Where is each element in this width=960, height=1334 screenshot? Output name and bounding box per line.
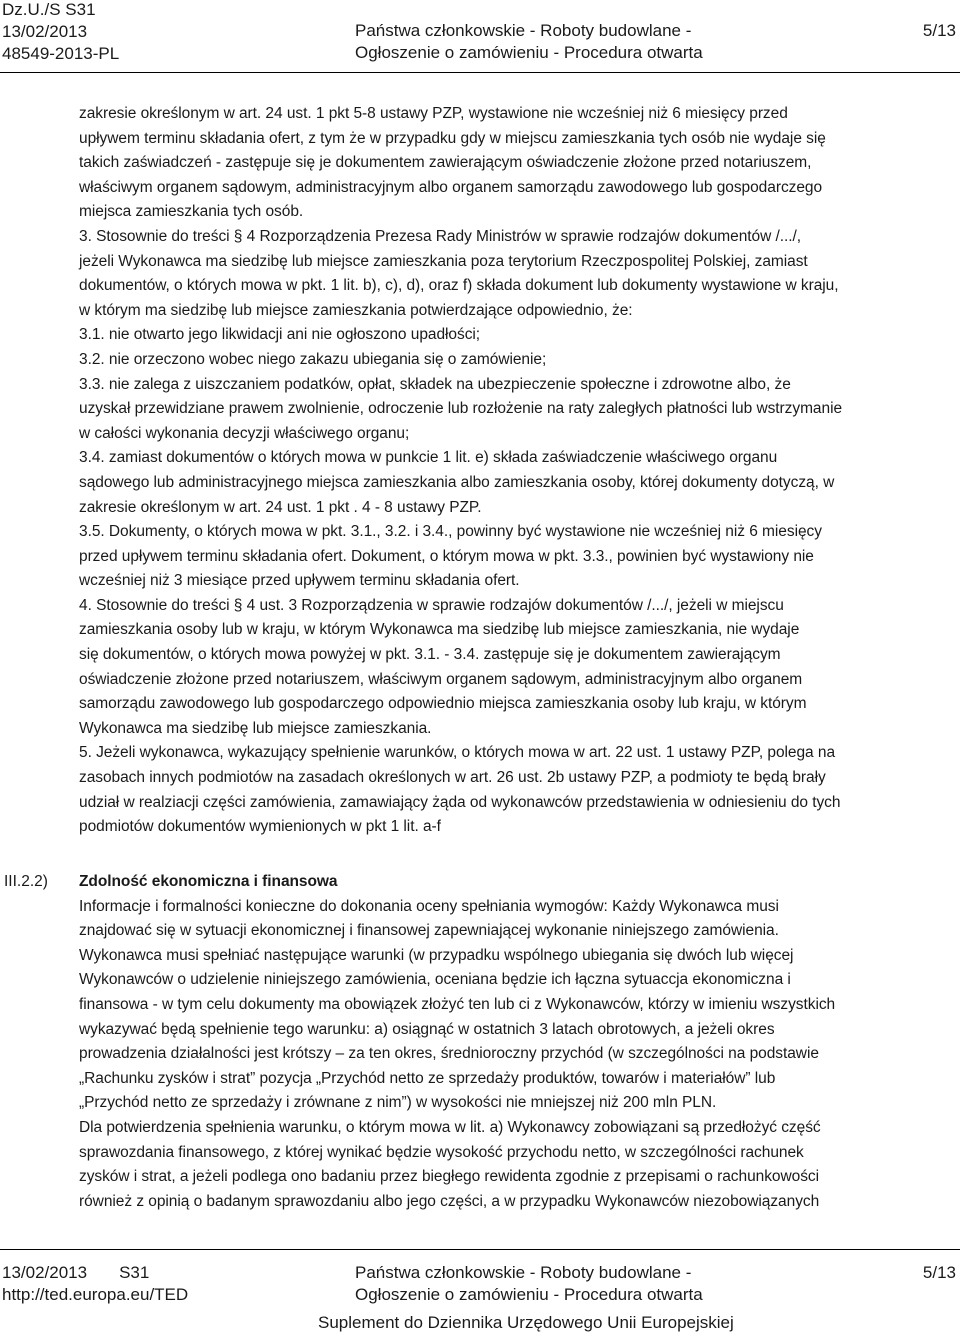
text-line: właściwym organem sądowym, administracyjnym albo organem samorządu zawodowego lub gospodarczego <box>79 178 823 196</box>
text-line: udział w realziacji części zamówienia, zamawiający żąda od wykonawców przedstawienia w odniesieniu do tych <box>79 793 841 811</box>
document-id: 48549-2013-PL <box>2 44 120 63</box>
text-line: podmiotów dokumentów wymienionych w pkt 1 lit. a-f <box>79 818 441 836</box>
section-heading: Zdolność ekonomiczna i finansowa <box>79 873 338 890</box>
text-line: „Przychód netto ze sprzedaży i zrównane z nim”) w wysokości nie mniejszej niż 200 mln PLN. <box>79 1094 717 1112</box>
text-line: jeżeli Wykonawca ma siedzibę lub miejsce zamieszkania poza terytorium Rzeczpospolitej Polskiej, zamiast <box>79 252 808 270</box>
text-line: 3.3. nie zalega z uiszczaniem podatków, opłat, składek na ubezpieczenie społeczne i zdrowotne albo, że <box>79 375 791 393</box>
text-line: przed upływem terminu składania ofert. Dokument, o którym mowa w pkt. 3.3., powinien być wystawiony nie <box>79 547 814 565</box>
publication-date: 13/02/2013 <box>2 22 88 41</box>
journal-reference: Dz.U./S S31 <box>2 0 96 19</box>
text-line: zamieszkania osoby lub w kraju, w którym Wykonawca ma siedzibę lub miejsce zamieszkania, nie wydaje <box>79 621 800 639</box>
page-footer <box>0 1262 960 1334</box>
footer-date: 13/02/2013 <box>2 1263 88 1282</box>
footer-page-number: 5/13 <box>922 1263 956 1282</box>
section-continuation-text <box>79 102 959 840</box>
text-line: oświadczenie złożone przed notariuszem, właściwym organem sądowym, administracyjnym albo organem <box>79 670 803 688</box>
text-line: 3.1. nie otwarto jego likwidacji ani nie ogłoszono upadłości; <box>79 326 481 344</box>
text-line: 5. Jeżeli wykonawca, wykazujący spełnienie warunków, o których mowa w art. 22 ust. 1 ustawy PZP, polega na <box>79 744 836 762</box>
footer-url[interactable]: http://ted.europa.eu/TED <box>2 1285 189 1304</box>
text-line: Dla potwierdzenia spełnienia warunku, o którym mowa w lit. a) Wykonawcy zobowiązani są przedłożyć część <box>79 1118 821 1136</box>
text-line: w którym ma siedzibę lub miejsce zamieszkania potwierdzające odpowiednio, że: <box>79 301 633 319</box>
footer-title <box>355 1262 703 1306</box>
text-line: Informacje i formalności konieczne do dokonania oceny spełniania wymogów: Każdy Wykonawca musi <box>79 897 779 915</box>
text-line: znajdować się w sytuacji ekonomicznej i finansowej zapewniającej wykonanie niniejszego zamówienia. <box>79 922 779 940</box>
text-line: prowadzenia działalności jest krótszy – za ten okres, średnioroczny przychód (w szczególności na podstawie <box>79 1045 819 1063</box>
footer-title-line1: Państwa członkowskie - Roboty budowlane - <box>355 1263 692 1282</box>
header-left <box>2 0 119 65</box>
text-line: 3. Stosownie do treści § 4 Rozporządzenia Prezesa Rady Ministrów w sprawie rodzajów dokumentów /.../, <box>79 227 802 245</box>
footer-title-line2: Ogłoszenie o zamówieniu - Procedura otwarta <box>355 1285 703 1304</box>
text-line: upływem terminu składania ofert, z tym że w przypadku gdy w miejscu zamieszkania tych osób nie wydaje się <box>79 129 826 147</box>
page-number: 5/13 <box>922 21 956 40</box>
text-line: w całości wykonania decyzji właściwego organu; <box>79 424 410 442</box>
footer-supplement: Suplement do Dziennika Urzędowego Unii Europejskiej <box>318 1313 734 1332</box>
text-line: sądowego lub administracyjnego miejsca zamieszkania albo zamieszkania osoby, której dokumenty dotyczą, w <box>79 473 835 491</box>
section-economic-capacity-text <box>79 895 959 1215</box>
text-line: zakresie określonym w art. 24 ust. 1 pkt . 4 - 8 ustawy PZP. <box>79 498 482 516</box>
footer-left <box>2 1262 188 1306</box>
text-line: sprawozdania finansowego, z której wynikać będzie wysokość przychodu netto, w szczególności rachunek <box>79 1143 804 1161</box>
text-line: takich zaświadczeń - zastępuje się je dokumentem zawierającym oświadczenie złożone przed notariuszem, <box>79 154 812 172</box>
document-body <box>0 102 960 840</box>
text-line: 3.2. nie orzeczono wobec niego zakazu ubiegania się o zamówienie; <box>79 350 547 368</box>
text-line: się dokumentów, o których mowa powyżej w pkt. 3.1. - 3.4. zastępuje się je dokumentem zawierającym <box>79 646 781 664</box>
footer-divider <box>0 1249 960 1250</box>
text-line: Wykonawców o udzielenie niniejszego zamówienia, oceniana będzie ich łączna sytuaccja ekonomiczna i <box>79 971 791 989</box>
section-economic-capacity-body <box>79 870 959 1214</box>
text-line: miejsca zamieszkania tych osób. <box>79 203 304 221</box>
header-divider <box>0 72 960 73</box>
text-line: 4. Stosownie do treści § 4 ust. 3 Rozporządzenia w sprawie rodzajów dokumentów /.../, jeżeli w miejscu <box>79 596 784 614</box>
section-code: III.2.2) <box>4 873 48 890</box>
text-line: finansowa - w tym celu dokumenty ma obowiązek złożyć ten lub ci z Wykonawców, którzy w imieniu wszystkich <box>79 995 836 1013</box>
section-economic-capacity <box>0 870 960 1214</box>
footer-oj-number: S31 <box>119 1263 150 1282</box>
text-line: Wykonawca musi spełniać następujące warunki (w przypadku wspólnego ubiegania się dwóch lub więcej <box>79 946 794 964</box>
text-line: zasobach innych podmiotów na zasadach określonych w art. 26 ust. 2b ustawy PZP, a podmioty te będą brały <box>79 769 826 787</box>
header-title-line2: Ogłoszenie o zamówieniu - Procedura otwarta <box>355 43 703 62</box>
text-line: samorządu zawodowego lub gospodarczego odpowiednio miejsca zamieszkania osoby lub kraju, w którym <box>79 695 807 713</box>
text-line: zysków i strat, a jeżeli podlega ono badaniu przez biegłego rewidenta zgodnie z przepisami o rachunkowości <box>79 1168 819 1186</box>
text-line: również z opinią o badanym sprawozdaniu albo jego części, a w przypadku Wykonawców niezobowiązanych <box>79 1192 820 1210</box>
section-continuation <box>0 102 960 840</box>
header-title-line1: Państwa członkowskie - Roboty budowlane - <box>355 21 692 40</box>
header-title <box>355 20 715 64</box>
text-line: zakresie określonym w art. 24 ust. 1 pkt 5-8 ustawy PZP, wystawione nie wcześniej niż 6 miesięcy przed <box>79 105 788 122</box>
text-line: uzyskał przewidziane prawem zwolnienie, odroczenie lub rozłożenie na raty zaległych płatności lub wstrzymanie <box>79 400 843 418</box>
text-line: wykazywać będą spełnienie tego warunku: a) osiągnąć w ostatnich 3 latach obrotowych, a jeżeli okres <box>79 1020 775 1038</box>
text-line: dokumentów, o których mowa w pkt. 1 lit. b), c), d), oraz f) składa dokument lub dokumenty wystawione w kraju, <box>79 277 839 295</box>
text-line: 3.4. zamiast dokumentów o których mowa w punkcie 1 lit. e) składa zaświadczenie właściwego organu <box>79 449 778 467</box>
text-line: 3.5. Dokumenty, o których mowa w pkt. 3.1., 3.2. i 3.4., powinny być wystawione nie wcześniej niż 6 miesięcy <box>79 523 822 541</box>
text-line: „Rachunku zysków i strat” pozycja „Przychód netto ze sprzedaży produktów, towarów i materiałów” lub <box>79 1069 776 1087</box>
page-header <box>0 0 960 72</box>
text-line: wcześniej niż 3 miesiące przed upływem terminu składania ofert. <box>79 572 520 590</box>
text-line: Wykonawca ma siedzibę lub miejsce zamieszkania. <box>79 719 432 737</box>
